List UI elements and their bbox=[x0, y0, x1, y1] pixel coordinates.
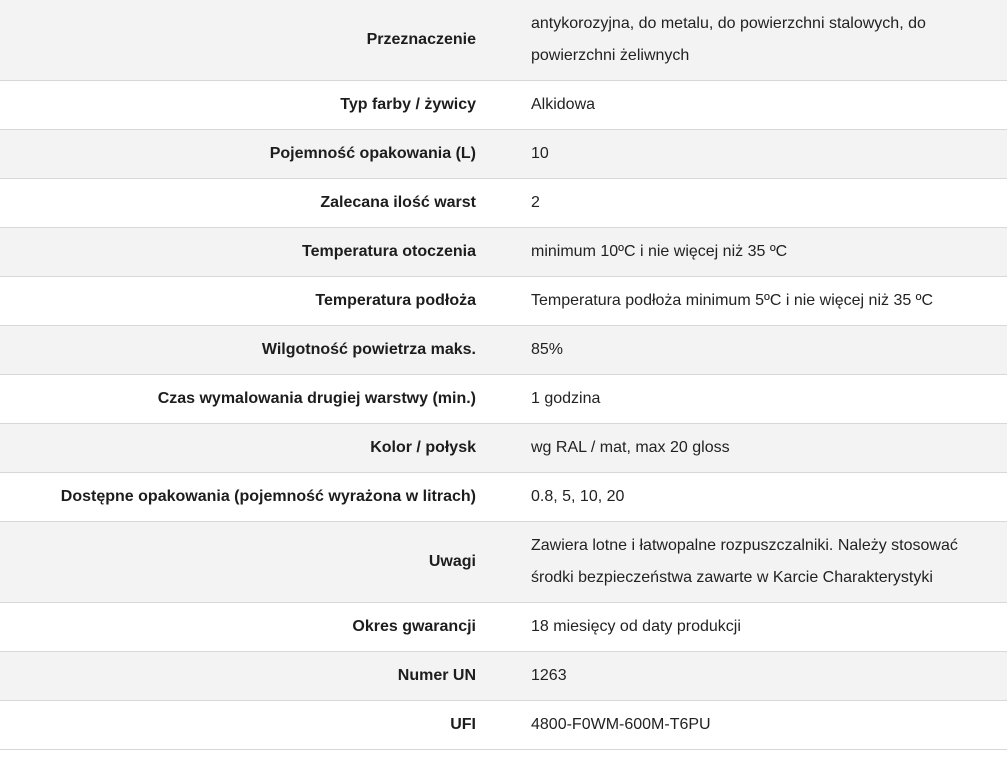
spec-row-zalecana-ilosc bbox=[0, 179, 1007, 228]
spec-label: Pojemność opakowania (L) bbox=[269, 145, 476, 162]
spec-value: Temperatura podłoża minimum 5ºC i nie więcej niż 35 ºC bbox=[531, 292, 934, 309]
spec-row-ufi bbox=[0, 701, 1007, 750]
spec-value: 10 bbox=[531, 145, 549, 162]
spec-value: 4800-F0WM-600M-T6PU bbox=[531, 716, 711, 733]
spec-label: Przeznaczenie bbox=[366, 31, 476, 48]
spec-value: 0.8, 5, 10, 20 bbox=[531, 488, 625, 505]
spec-row-kolor-polysk bbox=[0, 424, 1007, 473]
spec-label: Czas wymalowania drugiej warstwy (min.) bbox=[157, 390, 476, 407]
spec-label: Uwagi bbox=[428, 553, 476, 570]
spec-label: Okres gwarancji bbox=[352, 618, 476, 635]
spec-value: 1263 bbox=[531, 667, 567, 684]
spec-row-wilgotnosc bbox=[0, 326, 1007, 375]
spec-value: Alkidowa bbox=[531, 96, 596, 113]
spec-value: minimum 10ºC i nie więcej niż 35 ºC bbox=[531, 243, 788, 260]
spec-label: Numer UN bbox=[397, 667, 476, 684]
spec-row-okres-gwarancji bbox=[0, 603, 1007, 652]
spec-value: antykorozyjna, do metalu, do powierzchni stalowych, do powierzchni żeliwnych bbox=[531, 15, 926, 64]
spec-label: Dostępne opakowania (pojemność wyrażona w litrach) bbox=[60, 488, 476, 505]
spec-label: Kolor / połysk bbox=[370, 439, 476, 456]
spec-value: wg RAL / mat, max 20 gloss bbox=[531, 439, 730, 456]
spec-value: 18 miesięcy od daty produkcji bbox=[531, 618, 741, 635]
spec-row-uwagi bbox=[0, 522, 1007, 603]
spec-row-przeznaczenie bbox=[0, 0, 1007, 81]
spec-value: 1 godzina bbox=[531, 390, 601, 407]
spec-value: Zawiera lotne i łatwopalne rozpuszczalniki. Należy stosować środki bezpieczeństwa zawarte w Karcie Charakterystyki bbox=[531, 537, 958, 586]
spec-row-numer-un bbox=[0, 652, 1007, 701]
spec-row-temperatura-podloza bbox=[0, 277, 1007, 326]
spec-label: Typ farby / żywicy bbox=[340, 96, 476, 113]
spec-row-temperatura-otoczenia bbox=[0, 228, 1007, 277]
spec-label: Temperatura podłoża bbox=[315, 292, 476, 309]
spec-value: 85% bbox=[531, 341, 564, 358]
spec-value: 2 bbox=[531, 194, 540, 211]
spec-label: UFI bbox=[450, 716, 476, 733]
spec-row-typ-farby bbox=[0, 81, 1007, 130]
spec-row-czas-wymalowania bbox=[0, 375, 1007, 424]
spec-row-dostepne-opakowania bbox=[0, 473, 1007, 522]
spec-label: Wilgotność powietrza maks. bbox=[261, 341, 476, 358]
spec-label: Temperatura otoczenia bbox=[302, 243, 476, 260]
spec-label: Zalecana ilość warst bbox=[320, 194, 476, 211]
spec-row-pojemnosc bbox=[0, 130, 1007, 179]
